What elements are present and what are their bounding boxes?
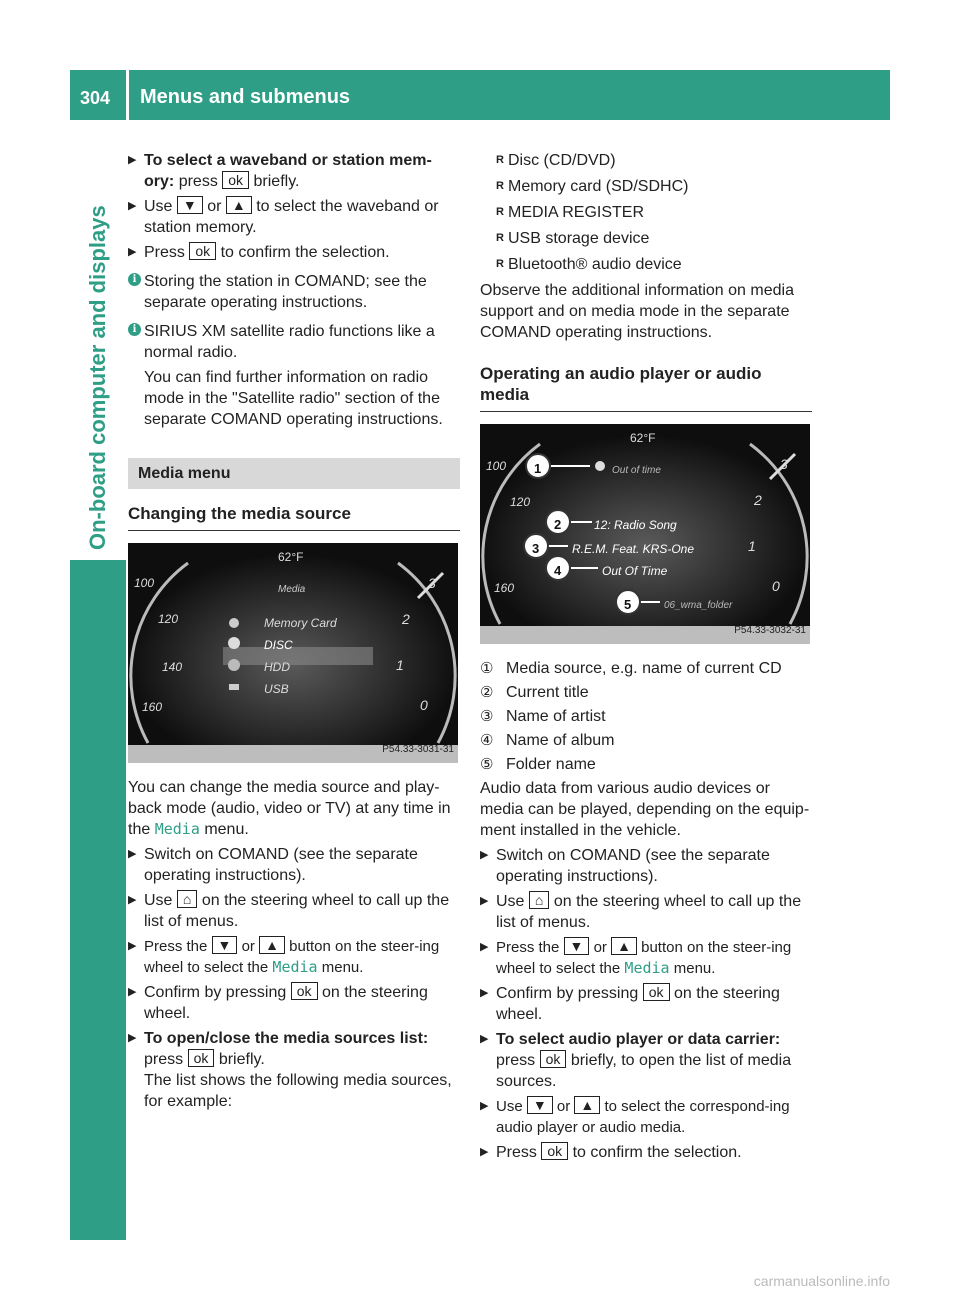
step: ▶ Press the ▼ or ▲ button on the steer-ing wheel to select the Media menu. (128, 936, 460, 978)
info-note: i Storing the station in COMAND; see the separate operating instructions. (128, 271, 460, 313)
gauge-label: 3 (428, 575, 436, 591)
gauge-label: 120 (510, 495, 531, 509)
down-key: ▼ (564, 937, 590, 955)
gauge-label: 2 (402, 611, 410, 627)
legend-item: ⑤ Folder name (480, 756, 596, 773)
ok-key: ok (188, 1049, 215, 1067)
legend-item: ④ Name of album (480, 732, 615, 749)
section-heading: Media menu (128, 458, 460, 489)
step-confirm: ▶ Press ok to confirm the selection. (128, 242, 460, 263)
step: ▶ Switch on COMAND (see the separate operating instructions). (480, 845, 812, 887)
screen-item: Memory Card (264, 616, 337, 630)
step: ▶ To select audio player or data carrier: press ok briefly, to open the list of media sources. (480, 1029, 812, 1092)
sidebar-label: On-board computer and displays (85, 205, 110, 550)
step: ▶ To open/close the media sources list: press ok briefly. The list shows the following media sources, for example: (128, 1028, 460, 1112)
paragraph: You can change the media source and play-back mode (audio, video or TV) at any time in the Media menu. (128, 779, 451, 838)
callout: 1 (534, 461, 542, 476)
gauge-label: 160 (142, 700, 163, 714)
info-icon: i (128, 323, 141, 336)
gauge-label: 0 (772, 578, 780, 594)
down-key: ▼ (177, 196, 203, 214)
gauge-label: 3 (780, 456, 788, 472)
ok-key: ok (222, 171, 249, 189)
gauge-label: 1 (396, 657, 404, 673)
header-divider (126, 70, 129, 120)
home-key: ⌂ (529, 891, 549, 909)
image-code: P54.33-3032-31 (734, 625, 806, 636)
up-key: ▲ (611, 937, 637, 955)
subheading: Changing the media source (128, 503, 460, 531)
right-column (480, 150, 812, 1167)
down-key: ▼ (527, 1096, 553, 1114)
step: ▶ Press the ▼ or ▲ button on the steer-ing wheel to select the Media menu. (480, 937, 812, 979)
list-item: R USB storage device (496, 228, 812, 249)
page-title: Menus and submenus (140, 86, 351, 108)
ok-key: ok (291, 982, 318, 1000)
step-use-keys: ▶ Use ▼ or ▲ to select the waveband or station memory. (128, 196, 460, 238)
screen-item: HDD (264, 660, 290, 674)
list-item: R Bluetooth® audio device (496, 254, 812, 275)
info-icon: i (128, 273, 141, 286)
info-note: i SIRIUS XM satellite radio functions like a normal radio. You can find further information on radio mode in the "Satellite radio" section of the separate COMAND operating instructions. (128, 321, 460, 430)
media-menu-screenshot (128, 543, 458, 763)
gauge-label: 100 (134, 576, 155, 590)
screen-line: Out Of Time (602, 564, 668, 578)
ok-key: ok (541, 1142, 568, 1160)
gauge-label: 140 (162, 660, 183, 674)
list-item: R Memory card (SD/SDHC) (496, 176, 812, 197)
step: ▶ Press ok to confirm the selection. (480, 1142, 812, 1163)
gauge-label: 2 (754, 492, 762, 508)
down-key: ▼ (212, 936, 238, 954)
screen-line: Out of time (612, 465, 661, 476)
left-column (128, 150, 460, 1116)
step: ▶ Confirm by pressing ok on the steering wheel. (480, 983, 812, 1025)
callout: 5 (624, 597, 632, 612)
legend-item: ② Current title (480, 684, 589, 701)
screen-temp: 62°F (278, 550, 304, 564)
step: ▶ Use ⌂ on the steering wheel to call up the list of menus. (480, 891, 812, 933)
legend-item: ③ Name of artist (480, 708, 606, 725)
step: ▶ Use ⌂ on the steering wheel to call up the list of menus. (128, 890, 460, 932)
gauge-label: 120 (158, 612, 179, 626)
up-key: ▲ (226, 196, 252, 214)
callout: 4 (554, 563, 562, 578)
screen-line: 12: Radio Song (594, 518, 677, 532)
cluster-display (128, 543, 458, 763)
up-key: ▲ (574, 1096, 600, 1114)
screen-temp: 62°F (630, 431, 656, 445)
step-select-waveband: ▶ To select a waveband or station mem-ory: press ok briefly. (128, 150, 460, 192)
gauge-label: 0 (420, 697, 428, 713)
callout: 2 (554, 517, 562, 532)
subheading: Operating an audio player or audio media (480, 363, 812, 412)
gauge-label: 160 (494, 581, 515, 595)
page-number: 304 (80, 88, 111, 108)
footer-watermark: carmanualsonline.info (753, 1273, 890, 1289)
screen-item: USB (264, 682, 289, 696)
sidebar-tab (70, 560, 126, 1240)
ok-key: ok (643, 983, 670, 1001)
screen-line: R.E.M. Feat. KRS-One (572, 542, 695, 556)
image-code: P54.33-3031-31 (382, 744, 454, 755)
callout: 3 (532, 541, 540, 556)
home-key: ⌂ (177, 890, 197, 908)
legend-item: ① Media source, e.g. name of current CD (480, 660, 782, 677)
step: ▶ Use ▼ or ▲ to select the correspond-ing audio player or audio media. (480, 1096, 812, 1138)
gauge-label: 1 (748, 538, 756, 554)
paragraph: Observe the additional information on media support and on media mode in the separate COMAND operating instructions. (480, 282, 794, 341)
up-key: ▲ (259, 936, 285, 954)
gauge-label: 100 (486, 459, 507, 473)
step: ▶ Confirm by pressing ok on the steering wheel. (128, 982, 460, 1024)
paragraph: Audio data from various audio devices or media can be played, depending on the equip-ment installed in the vehicle. (480, 780, 810, 839)
ok-key: ok (189, 242, 216, 260)
screen-line: 06_wma_folder (664, 600, 733, 611)
ok-key: ok (540, 1050, 567, 1068)
legend (480, 658, 812, 775)
step: ▶ Switch on COMAND (see the separate operating instructions). (128, 844, 460, 886)
screen-item-selected: DISC (264, 638, 293, 652)
list-item: R Disc (CD/DVD) (496, 150, 812, 171)
screen-label: Media (278, 584, 306, 595)
audio-player-screenshot (480, 424, 810, 644)
list-item: R MEDIA REGISTER (496, 202, 812, 223)
